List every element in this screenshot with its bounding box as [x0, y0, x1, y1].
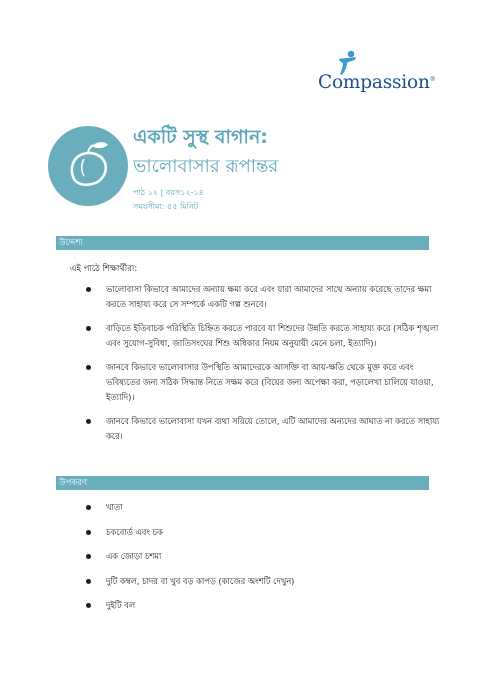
objectives-list — [80, 282, 440, 453]
bullet-icon — [86, 365, 91, 370]
compassion-wordmark: Compassion® — [318, 72, 436, 93]
mango-icon — [48, 126, 128, 206]
list-item: বাড়িতে ইতিবাচক পরিস্থিতি চিহ্নিত করতে পারবে যা শিশুদের উন্নতি করতে সাহায্য করে (সঠিক শৃঙ্খলা এবং সুযোগ-সুবিধা, জাতিসংঘের শিশু অধিকার নিয়ম অনুযায়ী মেনে চলা, ইত্যাদি)। — [80, 321, 440, 351]
list-item: জানবে কিভাবে ভালোবাসার উপস্থিতি আমাদেরকে আসক্তি বা আয়-ক্ষতি থেকে মুক্ত করে এবং ভবিষ্যতের জন্য সঠিক সিদ্ধান্ত নিতে সক্ষম করে (বিয়ের জন্য অপেক্ষা করা, পড়ালেখা চালিয়ে যাওয়া, ইত্যাদি)। — [80, 360, 440, 405]
list-item: দুটি কম্বল, চাদর বা খুব বড় কাপড় (কাজের অংশটি দেখুন) — [80, 574, 440, 589]
lesson-subtitle: ভালোবাসার রূপান্তর — [133, 156, 279, 177]
list-item: ভালোবাসা কিভাবে আমাদের অন্যায় ক্ষমা করে এবং যারা আমাদের সাথে অন্যায় করেছে তাদের ক্ষমা করতে সাহায্য করে সে সম্পর্কে একটি গল্প শুনবে। — [80, 282, 440, 312]
list-item: এক জোড়া চশমা — [80, 549, 440, 564]
bullet-icon — [86, 505, 91, 510]
materials-list — [80, 500, 440, 623]
bullet-icon — [86, 603, 91, 608]
list-item: চকবোর্ড এবং চক — [80, 525, 440, 540]
list-item: খাতা — [80, 500, 440, 515]
compassion-logo — [318, 50, 434, 100]
bullet-icon — [86, 419, 91, 424]
mango-badge — [48, 126, 128, 206]
bullet-icon — [86, 326, 91, 331]
bullet-icon — [86, 554, 91, 559]
objectives-heading: উদ্দেশ্য — [56, 236, 429, 250]
objectives-intro: এই পাঠে শিক্ষার্থীরা: — [70, 264, 138, 274]
list-item: জানবে কিভাবে ভালোবাসা যখন ব্যথা সরিয়ে তোলে, এটি আমাদের অন্যদের আঘাত না করতে সাহায্য করে। — [80, 414, 440, 444]
list-item: দুইটি বল — [80, 598, 440, 613]
lesson-duration: সময়সীমা: ৫৫ মিনিট — [133, 202, 199, 211]
bullet-icon — [86, 530, 91, 535]
bullet-icon — [86, 287, 91, 292]
materials-heading: উপকরণ — [56, 476, 429, 490]
lesson-title: একটি সুস্থ বাগান: — [133, 126, 268, 148]
bullet-icon — [86, 579, 91, 584]
lesson-meta: পাঠ ১২ | বয়স১২-১৪ — [133, 188, 204, 197]
